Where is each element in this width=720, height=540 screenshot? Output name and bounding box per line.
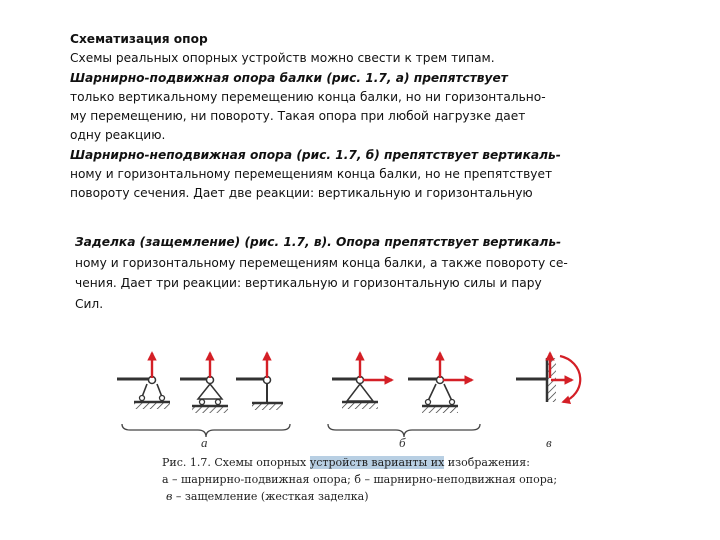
caption-prefix: Рис. 1.7. Схемы опорных: [162, 456, 307, 469]
text-line: Сил.: [75, 296, 104, 311]
text-line: му перемещению, ни повороту. Такая опора при любой нагрузке дает: [70, 109, 526, 124]
section-title: Схематизация опор: [70, 32, 208, 46]
caption-line-2: а – шарнирно-подвижная опора; б – шарнирно-неподвижная опора;: [162, 473, 558, 486]
figure-label-a: а: [201, 435, 208, 450]
caption-highlight: устройств варианты их: [309, 456, 445, 469]
figure-label-v: в: [546, 435, 552, 450]
roller-support-triangle: [180, 353, 228, 413]
figure-caption: [162, 456, 530, 469]
text-line: повороту сечения. Дает две реакции: вертикальную и горизонтальную: [70, 186, 533, 201]
text-line: ному и горизонтальному перемещениям конца балки, но не препятствует: [70, 167, 553, 182]
text-line: Заделка (защемление) (рис. 1.7, в). Опора препятствует вертикаль-: [75, 235, 562, 249]
pinned-support-triangle: [332, 353, 392, 409]
text-line: Шарнирно-неподвижная опора (рис. 1.7, б) препятствует вертикаль-: [70, 147, 561, 162]
caption-line-3-label: в: [166, 490, 173, 503]
text-line: Шарнирно-подвижная опора балки (рис. 1.7, а) препятствует: [70, 70, 508, 85]
roller-support-links: [117, 353, 170, 409]
caption-line-3: [166, 490, 369, 503]
fixed-support: [516, 353, 580, 402]
text-line: ному и горизонтальному перемещениям конца балки, а также повороту се-: [75, 255, 568, 270]
roller-support-link: [236, 353, 283, 410]
text-line: одну реакцию.: [70, 128, 166, 143]
caption-suffix: изображения:: [447, 456, 530, 469]
text-line: чения. Дает три реакции: вертикальную и горизонтальную силы и пару: [75, 276, 542, 290]
text-line: Схемы реальных опорных устройств можно свести к трем типам.: [70, 51, 495, 66]
text-line: только вертикальному перемещению конца балки, но ни горизонтально-: [70, 89, 546, 104]
caption-line-3-text: – защемление (жесткая заделка): [175, 490, 369, 503]
figure-label-b: б: [399, 435, 406, 450]
pinned-support-links: [408, 353, 472, 413]
